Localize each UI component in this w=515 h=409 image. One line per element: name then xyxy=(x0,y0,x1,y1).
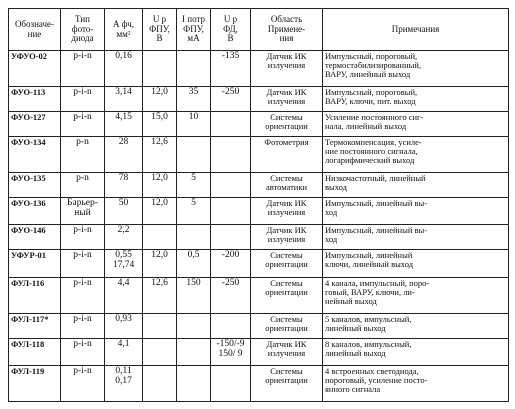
notes-cell xyxy=(323,250,509,278)
cell-line: -150/-9 xyxy=(216,338,245,349)
cell-line: Импульсный, пороговый, xyxy=(325,51,418,61)
application-cell xyxy=(251,277,323,313)
u-fpu-cell: 12,0 xyxy=(143,250,177,278)
cell-line: Системы xyxy=(270,172,303,183)
cell-line: нейный выход xyxy=(325,295,377,306)
application-cell xyxy=(251,313,323,338)
notes-cell xyxy=(323,338,509,366)
header-text: В xyxy=(156,33,163,44)
application-cell xyxy=(251,225,323,250)
area-cell xyxy=(105,225,143,250)
cell-line: 17,74 xyxy=(112,260,135,271)
cell-line: 4,4 xyxy=(117,277,130,288)
cell-line: ориентации xyxy=(265,375,308,386)
cell-line: 4 встроенных светодиода, xyxy=(325,366,419,377)
cell-line: p-n xyxy=(76,172,89,183)
cell-line: Импульсный, линейный вы- xyxy=(325,225,428,236)
cell-line: логарифмический выход xyxy=(325,154,415,165)
area-cell xyxy=(105,172,143,197)
cell-line: p-i-n xyxy=(73,366,92,377)
cell-line: 28 xyxy=(118,136,129,147)
cell-line: выход xyxy=(325,181,347,192)
application-cell xyxy=(251,338,323,366)
cell-line: термостабилизированный, xyxy=(325,59,422,70)
notes-cell xyxy=(323,111,509,136)
cell-line: нала, линейный выход xyxy=(325,120,407,131)
header-text: фото- xyxy=(71,23,94,34)
cell-line: ние постоянного сигнала, xyxy=(325,145,418,156)
table-row xyxy=(9,366,509,402)
application-cell xyxy=(251,197,323,225)
cell-line: излучения xyxy=(267,59,306,70)
cell-line: ориентации xyxy=(265,286,308,297)
table-row xyxy=(9,338,509,366)
cell-line: Барьер- xyxy=(67,197,98,208)
cell-line: излучения xyxy=(267,234,306,245)
cell-line: 0,55 xyxy=(115,250,132,261)
designation-cell: ФУО-146 xyxy=(9,225,61,250)
i-fpu-cell xyxy=(177,225,211,250)
cell-line: Системы xyxy=(270,250,303,261)
designation-cell: ФУЛ-117* xyxy=(9,313,61,338)
diode-type-cell xyxy=(61,136,105,172)
table-row xyxy=(9,277,509,313)
designation-cell: ФУЛ-118 xyxy=(9,338,61,366)
i-fpu-cell xyxy=(177,366,211,402)
cell-line: Импульсный, линейный xyxy=(325,250,413,261)
cell-line: p-i-n xyxy=(73,277,92,288)
header-text: Примене- xyxy=(267,23,306,34)
cell-line: 0,16 xyxy=(115,51,132,61)
header-text: А фч, xyxy=(112,19,135,30)
application-cell xyxy=(251,86,323,111)
header-text: Тип xyxy=(75,14,90,25)
cell-line: 2,2 xyxy=(117,225,130,236)
application-cell xyxy=(251,172,323,197)
application-cell xyxy=(251,250,323,278)
i-fpu-cell: 35 xyxy=(177,86,211,111)
cell-line: p-i-n xyxy=(73,51,92,61)
cell-line: янного сигнала xyxy=(325,384,381,395)
column-header xyxy=(177,9,211,51)
i-fpu-cell xyxy=(177,338,211,366)
column-header xyxy=(143,9,177,51)
cell-line: Импульсный, линейный вы- xyxy=(325,197,428,208)
column-header xyxy=(105,9,143,51)
application-cell xyxy=(251,366,323,402)
cell-line: p-i-n xyxy=(73,250,92,261)
cell-line: ВАРУ, линейный выход xyxy=(325,68,411,79)
area-cell xyxy=(105,313,143,338)
header-text: ФПУ, xyxy=(183,23,204,34)
cell-line: 0,17 xyxy=(115,376,132,387)
notes-cell xyxy=(323,86,509,111)
u-fd-cell xyxy=(211,136,251,172)
table-row xyxy=(9,197,509,225)
cell-line: 4 канала, импульсный, поро- xyxy=(325,277,430,288)
cell-line: 8 каналов, импульсный, xyxy=(325,338,412,349)
notes-cell xyxy=(323,366,509,402)
area-cell xyxy=(105,338,143,366)
cell-line: p-i-n xyxy=(73,86,92,97)
table-row xyxy=(9,51,509,87)
header-text: мм² xyxy=(116,28,131,39)
cell-line: 0,11 xyxy=(115,366,132,377)
notes-cell xyxy=(323,197,509,225)
column-header xyxy=(61,9,105,51)
cell-line: ход xyxy=(325,206,338,217)
area-cell xyxy=(105,111,143,136)
i-fpu-cell xyxy=(177,136,211,172)
header-text: ние xyxy=(27,28,42,39)
cell-line: Датчик ИК xyxy=(266,338,307,349)
cell-line: Низкочастотный, линейный xyxy=(325,172,426,183)
cell-line: 5 каналов, импульсный, xyxy=(325,313,412,324)
diode-type-cell xyxy=(61,86,105,111)
cell-line: автоматики xyxy=(265,181,308,192)
notes-cell xyxy=(323,313,509,338)
notes-cell xyxy=(323,136,509,172)
header-text: Область xyxy=(270,14,303,25)
cell-line: ориентации xyxy=(265,259,308,270)
u-fd-cell xyxy=(211,225,251,250)
cell-line: 150/ 9 xyxy=(218,348,243,359)
table-row xyxy=(9,250,509,278)
cell-line: говый, ВАРУ, ключи, ли- xyxy=(325,286,415,297)
cell-line: p-n xyxy=(76,136,89,147)
diode-type-cell xyxy=(61,313,105,338)
designation-cell: ФУО-127 xyxy=(9,111,61,136)
cell-line: излучения xyxy=(267,347,306,358)
header-text: Обозначе- xyxy=(14,19,55,30)
table-row xyxy=(9,111,509,136)
application-cell xyxy=(251,51,323,87)
table-row xyxy=(9,172,509,197)
area-cell xyxy=(105,277,143,313)
header-text: В xyxy=(227,33,234,44)
cell-line: Системы xyxy=(270,313,303,324)
cell-line: Системы xyxy=(270,111,303,122)
designation-cell: ФУЛ-116 xyxy=(9,277,61,313)
application-cell xyxy=(251,111,323,136)
cell-line: ключи, линейный выход xyxy=(325,259,414,270)
cell-line: Усиление постоянного сиг- xyxy=(325,111,424,122)
header-text: Примечания xyxy=(391,23,440,34)
u-fd-cell xyxy=(211,51,251,87)
u-fpu-cell: 12,0 xyxy=(143,86,177,111)
u-fd-cell xyxy=(211,172,251,197)
cell-line: -250 xyxy=(221,277,240,288)
u-fd-cell xyxy=(211,250,251,278)
cell-line: Системы xyxy=(270,366,303,377)
diode-type-cell xyxy=(61,366,105,402)
u-fpu-cell: 12,0 xyxy=(143,197,177,225)
u-fpu-cell xyxy=(143,366,177,402)
u-fd-cell xyxy=(211,366,251,402)
i-fpu-cell: 5 xyxy=(177,197,211,225)
header-text: ФД, xyxy=(223,23,238,34)
table-body xyxy=(9,51,509,402)
cell-line: 4,1 xyxy=(117,338,130,349)
table-row xyxy=(9,86,509,111)
column-header xyxy=(211,9,251,51)
diode-type-cell xyxy=(61,51,105,87)
designation-cell: ФУО-134 xyxy=(9,136,61,172)
area-cell xyxy=(105,366,143,402)
cell-line: излучения xyxy=(267,206,306,217)
table-row xyxy=(9,136,509,172)
header-text: U р xyxy=(223,14,238,25)
cell-line: 78 xyxy=(118,172,129,183)
diode-type-cell xyxy=(61,338,105,366)
notes-cell xyxy=(323,172,509,197)
cell-line: излучения xyxy=(267,95,306,106)
cell-line: p-i-n xyxy=(73,225,92,236)
cell-line: Фотометрия xyxy=(264,136,309,147)
area-cell xyxy=(105,197,143,225)
header-text: ФПУ, xyxy=(149,23,170,34)
u-fd-cell xyxy=(211,277,251,313)
u-fpu-cell xyxy=(143,313,177,338)
designation-cell: ФУО-113 xyxy=(9,86,61,111)
i-fpu-cell: 5 xyxy=(177,172,211,197)
notes-cell xyxy=(323,51,509,87)
cell-line: Импульсный, пороговый, xyxy=(325,86,418,97)
notes-cell xyxy=(323,277,509,313)
application-cell xyxy=(251,136,323,172)
u-fpu-cell: 12,0 xyxy=(143,172,177,197)
diode-type-cell xyxy=(61,225,105,250)
area-cell xyxy=(105,250,143,278)
cell-line: ный xyxy=(74,207,91,218)
cell-line: 3,14 xyxy=(115,86,132,97)
area-cell xyxy=(105,136,143,172)
designation-cell: ФУЛ-119 xyxy=(9,366,61,402)
u-fd-cell xyxy=(211,338,251,366)
i-fpu-cell: 0,5 xyxy=(177,250,211,278)
header-text: I потр xyxy=(182,14,205,25)
header-text: U р xyxy=(152,14,167,25)
cell-line: Датчик ИК xyxy=(266,86,307,97)
u-fpu-cell: 15,0 xyxy=(143,111,177,136)
cell-line: 0,93 xyxy=(115,313,132,324)
column-header xyxy=(323,9,509,51)
cell-line: ВАРУ, ключи, пит. выход xyxy=(325,95,416,106)
cell-line: ориентации xyxy=(265,120,308,131)
designation-cell: УФУО-02 xyxy=(9,51,61,87)
header-row xyxy=(9,9,509,51)
table-row xyxy=(9,225,509,250)
cell-line: -135 xyxy=(221,51,240,61)
header-text: мА xyxy=(187,33,200,44)
cell-line: Датчик ИК xyxy=(266,197,307,208)
u-fpu-cell xyxy=(143,338,177,366)
cell-line: Системы xyxy=(270,277,303,288)
u-fpu-cell xyxy=(143,51,177,87)
cell-line: 4,15 xyxy=(115,111,132,122)
u-fpu-cell: 12,6 xyxy=(143,277,177,313)
header-text: диода xyxy=(71,33,94,44)
cell-line: линейный выход xyxy=(325,322,386,333)
notes-cell xyxy=(323,225,509,250)
column-header xyxy=(9,9,61,51)
table-row xyxy=(9,313,509,338)
diode-type-cell xyxy=(61,277,105,313)
area-cell xyxy=(105,86,143,111)
i-fpu-cell: 150 xyxy=(177,277,211,313)
diode-type-cell xyxy=(61,197,105,225)
cell-line: Датчик ИК xyxy=(266,51,307,61)
u-fd-cell xyxy=(211,111,251,136)
cell-line: пороговый, усиление посто- xyxy=(325,375,428,386)
diode-type-cell xyxy=(61,172,105,197)
diode-type-cell xyxy=(61,111,105,136)
cell-line: линейный выход xyxy=(325,347,386,358)
diode-type-cell xyxy=(61,250,105,278)
column-header xyxy=(251,9,323,51)
cell-line: p-i-n xyxy=(73,313,92,324)
designation-cell: ФУО-135 xyxy=(9,172,61,197)
cell-line: Датчик ИК xyxy=(266,225,307,236)
cell-line: -200 xyxy=(221,250,240,261)
cell-line: p-i-n xyxy=(73,111,92,122)
photodetector-table xyxy=(8,8,509,402)
header-text: ния xyxy=(279,33,294,44)
designation-cell: ФУО-136 xyxy=(9,197,61,225)
u-fd-cell xyxy=(211,86,251,111)
u-fd-cell xyxy=(211,197,251,225)
cell-line: -250 xyxy=(221,86,240,97)
cell-line: ориентации xyxy=(265,322,308,333)
cell-line: ход xyxy=(325,234,338,245)
cell-line: Термокомпенсация, усиле- xyxy=(325,136,422,147)
area-cell xyxy=(105,51,143,87)
cell-line: p-i-n xyxy=(73,338,92,349)
u-fpu-cell xyxy=(143,225,177,250)
u-fd-cell xyxy=(211,313,251,338)
cell-line: 50 xyxy=(118,197,129,208)
designation-cell: УФУР-01 xyxy=(9,250,61,278)
i-fpu-cell xyxy=(177,313,211,338)
i-fpu-cell: 10 xyxy=(177,111,211,136)
u-fpu-cell: 12,6 xyxy=(143,136,177,172)
i-fpu-cell xyxy=(177,51,211,87)
